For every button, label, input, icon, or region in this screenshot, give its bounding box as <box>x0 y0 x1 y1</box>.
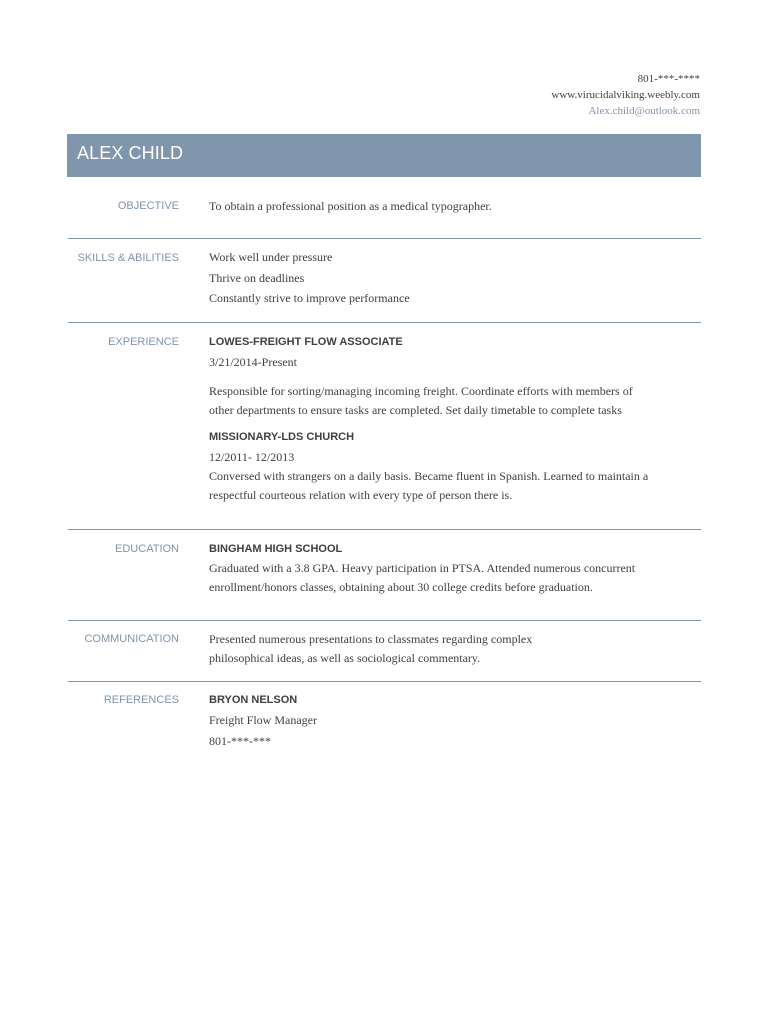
objective-label: OBJECTIVE <box>117 200 179 212</box>
skills-body <box>209 247 701 309</box>
job-title: LOWES-FREIGHT FLOW ASSOCIATE <box>209 336 403 348</box>
job-title: MISSIONARY-LDS CHURCH <box>209 430 355 443</box>
skills-label: SKILLS & ABILITIES <box>77 252 179 264</box>
communication-description-line: philosophical ideas, as well as sociological commentary. <box>209 651 481 665</box>
job-dates: 12/2011- 12/2013 <box>209 449 295 464</box>
references-label: REFERENCES <box>103 694 179 706</box>
education-label: EDUCATION <box>115 543 179 555</box>
experience-body <box>209 332 701 505</box>
section-education <box>68 530 701 621</box>
section-references <box>68 682 701 762</box>
job-dates: 3/21/2014-Present <box>209 355 297 369</box>
objective-body <box>209 196 701 217</box>
skill-item: Work well under pressure <box>209 250 333 264</box>
skill-item: Thrive on deadlines <box>209 270 305 285</box>
objective-text: To obtain a professional position as a medical typographer. <box>209 199 492 213</box>
website-link[interactable]: www.virucidalviking.weebly.com <box>551 89 700 101</box>
references-body <box>209 690 701 751</box>
contact-info <box>551 71 700 119</box>
education-body <box>209 539 701 597</box>
reference-name: BRYON NELSON <box>209 694 298 706</box>
reference-phone: 801-***-*** <box>209 733 271 748</box>
job-description-line: Conversed with strangers on a daily basis. Became fluent in Spanish. Learned to maintain a <box>209 469 649 483</box>
communication-body <box>209 630 701 668</box>
section-experience <box>68 323 701 530</box>
section-communication <box>68 621 701 682</box>
job-description-line: respectful courteous relation with every type of person there is. <box>209 488 513 502</box>
communication-label: COMMUNICATION <box>84 633 179 645</box>
job-description-line: other departments to ensure tasks are completed. Set daily timetable to complete tasks <box>209 402 622 417</box>
reference-role: Freight Flow Manager <box>209 713 317 727</box>
section-skills <box>68 239 701 323</box>
phone-number: 801-***-**** <box>637 73 700 85</box>
section-objective <box>68 177 701 239</box>
education-description-line: Graduated with a 3.8 GPA. Heavy participation in PTSA. Attended numerous concurrent <box>209 561 636 575</box>
resume-name: ALEX CHILD <box>77 143 184 163</box>
communication-description-line: Presented numerous presentations to classmates regarding complex <box>209 632 533 646</box>
email-link[interactable]: Alex.child@outlook.com <box>588 105 700 117</box>
name-banner <box>67 134 701 177</box>
school-name: BINGHAM HIGH SCHOOL <box>209 543 343 555</box>
skill-item: Constantly strive to improve performance <box>209 291 410 305</box>
experience-label: EXPERIENCE <box>108 336 179 348</box>
education-description-line: enrollment/honors classes, obtaining about 30 college credits before graduation. <box>209 580 593 594</box>
job-description-line: Responsible for sorting/managing incoming freight. Coordinate efforts with members of <box>209 383 633 398</box>
